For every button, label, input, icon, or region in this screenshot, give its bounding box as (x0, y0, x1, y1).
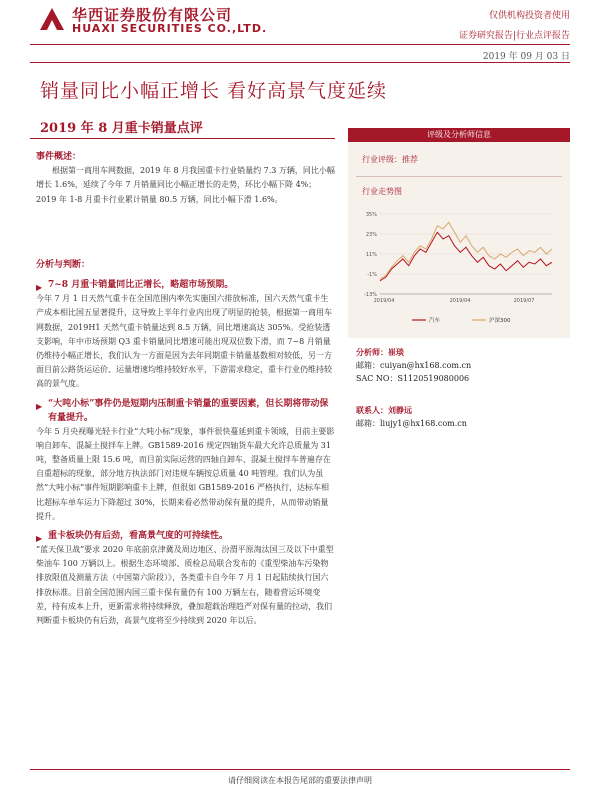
industry-rating: 行业评级：推荐 (362, 155, 418, 164)
triangle-bullet-icon: ▶ (36, 282, 43, 293)
legal-notice: 请仔细阅读在本报告尾部的重要法律声明 (228, 776, 372, 785)
page-title: 销量同比小幅正增长 看好高景气度延续 (40, 80, 388, 102)
analyst-1-email[interactable]: 邮箱：cuiyan@hx168.com.cn (356, 361, 472, 370)
bullet-3-text: “蓝天保卫战”要求 2020 年底前京津冀及周边地区、汾渭平原淘汰国三及以下中重型柴油车 100 万辆以上。根据生态环境部、质检总局联合发布的《重型柴油车污染物排放限值及测量方法（中国第六阶段）》，各类重卡自今年 7 月 1 日起陆续执行国六排放标准。目前全国范围内国三重卡保有量仍有 100 万辆左右，随着营运环境变差，持有成本上升，更新需求将持续释放，叠加超载治理趋严对保有量的拉动，我们判断重卡板块仍有后劲，高景气度将至少持续到 2020 年以后。 (36, 545, 334, 626)
bullet-3-heading: ▶ 重卡板块仍有后劲，看高景气度的可持续性。 (36, 531, 229, 544)
bullet-1-heading: ▶ 7~8 月重卡销量同比正增长，略超市场预期。 (36, 280, 234, 293)
company-name-en: HUAXI SECURITIES CO.,LTD. (72, 22, 268, 35)
series-line-沪深300 (380, 222, 552, 279)
sidebar-panel (348, 142, 570, 338)
y-tick-label: -13% (364, 292, 377, 298)
y-tick-label: 23% (365, 232, 377, 238)
analysis-section (36, 258, 336, 628)
y-tick-label: 11% (365, 252, 377, 258)
report-subtitle: 2019 年 8 月重卡销量点评 (40, 121, 203, 136)
industry-trend-chart (352, 208, 566, 332)
contact-name: 联系人：刘静远 (356, 405, 412, 415)
analyst-1-sac: SAC NO：S1120519080006 (356, 374, 470, 383)
report-category: 证券研究报告|行业点评报告 (458, 31, 570, 41)
x-tick-label: 2019/07 (513, 298, 535, 304)
triangle-bullet-icon: ▶ (36, 533, 43, 544)
sidebar-divider (356, 176, 562, 177)
legend-label: 沪深300 (489, 318, 511, 324)
event-heading: 事件概述： (36, 152, 82, 162)
report-date: 2019 年 09 月 03 日 (482, 52, 570, 62)
analysis-heading: 分析与判断： (36, 260, 91, 270)
series-line-汽车 (380, 232, 552, 280)
bullet-2-text: 今年 5 月央视曝光轻卡行业“大吨小标”现象，事件很快蔓延到重卡领域，目前主要影响自卸车、混凝土搅拌车上牌。GB1589-2016 规定四轴货车最大允许总质量为 31 吨，整备质量上限 15.6 吨，而目前实际运营的四轴自卸车、混凝土搅拌车普遍存在自重超标的现象，部分地方执法部门对违规车辆按总质量 40 吨管理。我们认为虽然“大吨小标”事件短期影响重卡上牌，但很如 GB1589-2016 严格执行，达标车相比超标车单车运力下降超过 30%，长期来看必然带动保有量的提升，从而带动销量提升。 (36, 426, 335, 521)
y-tick-label: 35% (365, 212, 377, 218)
x-tick-label: 2019/04 (373, 298, 395, 304)
event-section (36, 150, 336, 207)
contact-block (356, 404, 467, 430)
legend-label: 汽车 (429, 318, 441, 324)
bullet-1-text: 今年 7 月 1 日天然气重卡在全国范围内率先实施国六排放标准，国六天然气重卡生产成本相比国五显著提升，这导致上半年行业内出现了明显的抢装，根据第一商用车网数据，2019H1 天然气重卡销量达到 8.5 万辆，同比增速高达 305%。受抢装透支影响，年中市场预期 Q3 重卡销量同比增速可能出现双位数下滑，而 7~8 月销量仍维持小幅正增长，我们认为一方面是因为去年同期重卡销量基数相对较低，另一方面目前公路货运运价、运量增速均维持较好水平，下游需求稳定，重卡行业仍维持较高的景气度。 (36, 294, 332, 389)
company-name-cn: 华西证券股份有限公司 (72, 6, 233, 24)
bullet-2-heading: ▶ “大吨小标”事件仍是短期内压制重卡销量的重要因素，但长期将带动保有量提升。 (36, 398, 329, 423)
huaxi-logo-icon (38, 6, 66, 32)
subtitle-rule (30, 138, 335, 139)
analyst-block (356, 346, 471, 385)
header-rule (30, 44, 570, 45)
triangle-bullet-icon: ▶ (36, 400, 43, 411)
header-rule-2 (30, 62, 570, 63)
sidebar-header: 评级及分析师信息 (348, 128, 570, 142)
y-tick-label: -1% (367, 272, 377, 278)
contact-email[interactable]: 邮箱：liujy1@hx168.com.cn (356, 419, 467, 428)
chart-heading: 行业走势图 (362, 187, 402, 196)
event-text: 根据第一商用车网数据，2019 年 8 月我国重卡行业销量约 7.3 万辆，同比小幅增长 1.6%，延续了今年 7 月销量同比小幅正增长的走势，环比小幅下降 4%；2019 年 1-8 月重卡行业累计销量 80.5 万辆，同比小幅下滑 1.6%。 (36, 166, 335, 204)
analyst-1-name: 分析师：崔琰 (356, 347, 404, 357)
footer-rule (30, 769, 570, 770)
usage-note: 仅供机构投资者使用 (488, 11, 570, 21)
x-tick-label: 2019/04 (449, 298, 471, 304)
